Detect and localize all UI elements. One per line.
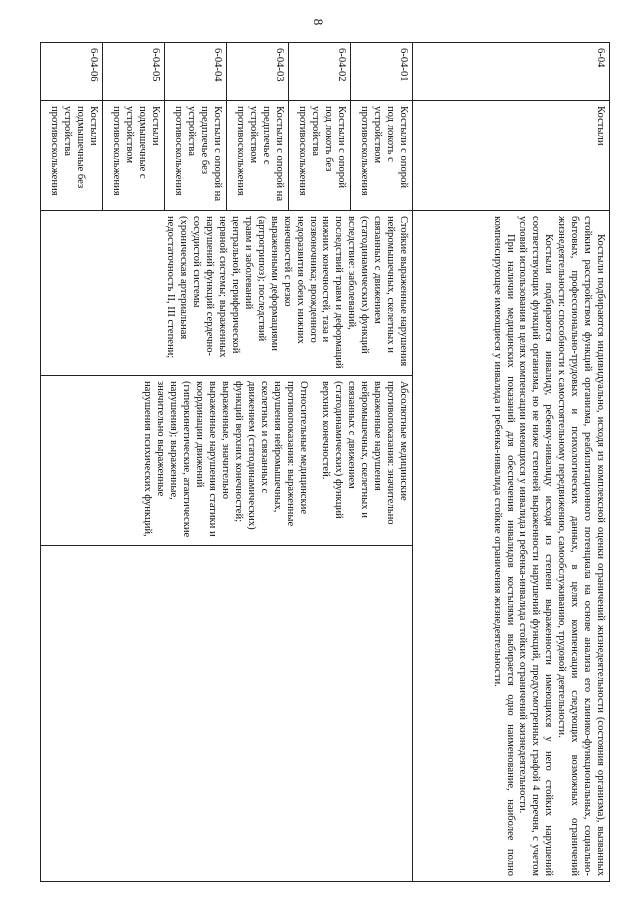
item-code: 6-04-01: [351, 43, 413, 101]
item-code: 6-04-05: [103, 43, 165, 101]
group-description: [413, 211, 610, 882]
item-name: Костыли с опорой на предплечье с устройством противоскольжения: [227, 101, 289, 211]
indications-cell: Стойкие выраженные нарушения нейромышечных, скелетных и связанных с движением (статодинамических) функций вследствие: заболеваний, последствий травм и деформаций нижних конечностей, таза и позвоночника; врожденного недоразвития обеих нижних конечностей с резко выраженными деформациями (артрогрипоз); последствий травм и заболеваний центральной, периферической нервной системы; выраженных нарушений функций сердечно-сосудистой системы (хроническая артериальная недостаточность II, III степени;: [41, 211, 413, 376]
item-name: Костыли с опорой под локоть без устройства противоскольжения: [289, 101, 351, 211]
item-code: 6-04-02: [289, 43, 351, 101]
contraindications-cell: [41, 376, 413, 546]
item-code: 6-04-04: [165, 43, 227, 101]
group-name: Костыли: [413, 101, 610, 211]
description-paragraph: Костыли подбираются индивидуально, исходя из комплексной оценки ограничений жизнедеятельности (состояния организма), вызванных стойким расстройством функций организма, реабилитационного потенциала на основе анализа его клинико-функциональных, социально-бытовых, профессионально-трудовых и психологических данных, в целях компенсации следующих возможных ограничений жизнедеятельности: способности к самостоятельному передвижению, самообслуживанию, трудовой деятельности.: [556, 216, 606, 876]
item-name: Костыли подмышечные с устройством противоскольжения: [103, 101, 165, 211]
group-code: 6-04: [413, 43, 610, 101]
table-row: [413, 43, 610, 882]
page-number: 8: [311, 18, 326, 26]
empty-cell: [41, 546, 413, 882]
table-row: [351, 43, 413, 882]
item-name: Костыли с опорой под локоть с устройством противоскольжения: [351, 101, 413, 211]
item-code: 6-04-06: [41, 43, 103, 101]
item-name: Костыли с опорой на предплечье без устройства противоскольжения: [165, 101, 227, 211]
item-code: 6-04-03: [227, 43, 289, 101]
item-name: Костыли подмышечные без устройства противоскольжения: [41, 101, 103, 211]
relative-contraindications: Относительные медицинские противопоказания: выраженные нарушения нейромышечных, скелетных и связанных с движением (статодинамических) функций верхних конечностей; выраженные, значительно выраженные нарушения статики и координации движений (гиперкинетические, атактические нарушения); выраженные, значительно выраженные нарушения психических функций,: [142, 381, 309, 538]
rehab-means-table: [40, 42, 610, 882]
absolute-contraindications: Абсолютные медицинские противопоказания: значительно выраженные нарушения нейромышечных, скелетных и связанных с движением (статодинамических) функций верхних конечностей.: [320, 381, 409, 525]
document-table-area: [49, 42, 610, 882]
description-paragraph: При наличии медицинских показаний для обеспечения инвалидов костылями выбирается одно наименование, наиболее полно компенсирующее имеющиеся у инвалида и ребенка-инвалида стойкие ограничения жизнедеятельности.: [491, 216, 516, 876]
description-paragraph: Костыли подбираются инвалиду, ребенку-инвалиду исходя из степени выраженности имеющихся у него стойких нарушений соответствующих функций организма, но не ниже степеней выраженности нарушений функций, предусмотренных графой 4 перечня, с учетом условий использования в целях компенсации имеющихся у инвалида и ребенка-инвалида стойких ограничений жизнедеятельности.: [517, 216, 555, 876]
